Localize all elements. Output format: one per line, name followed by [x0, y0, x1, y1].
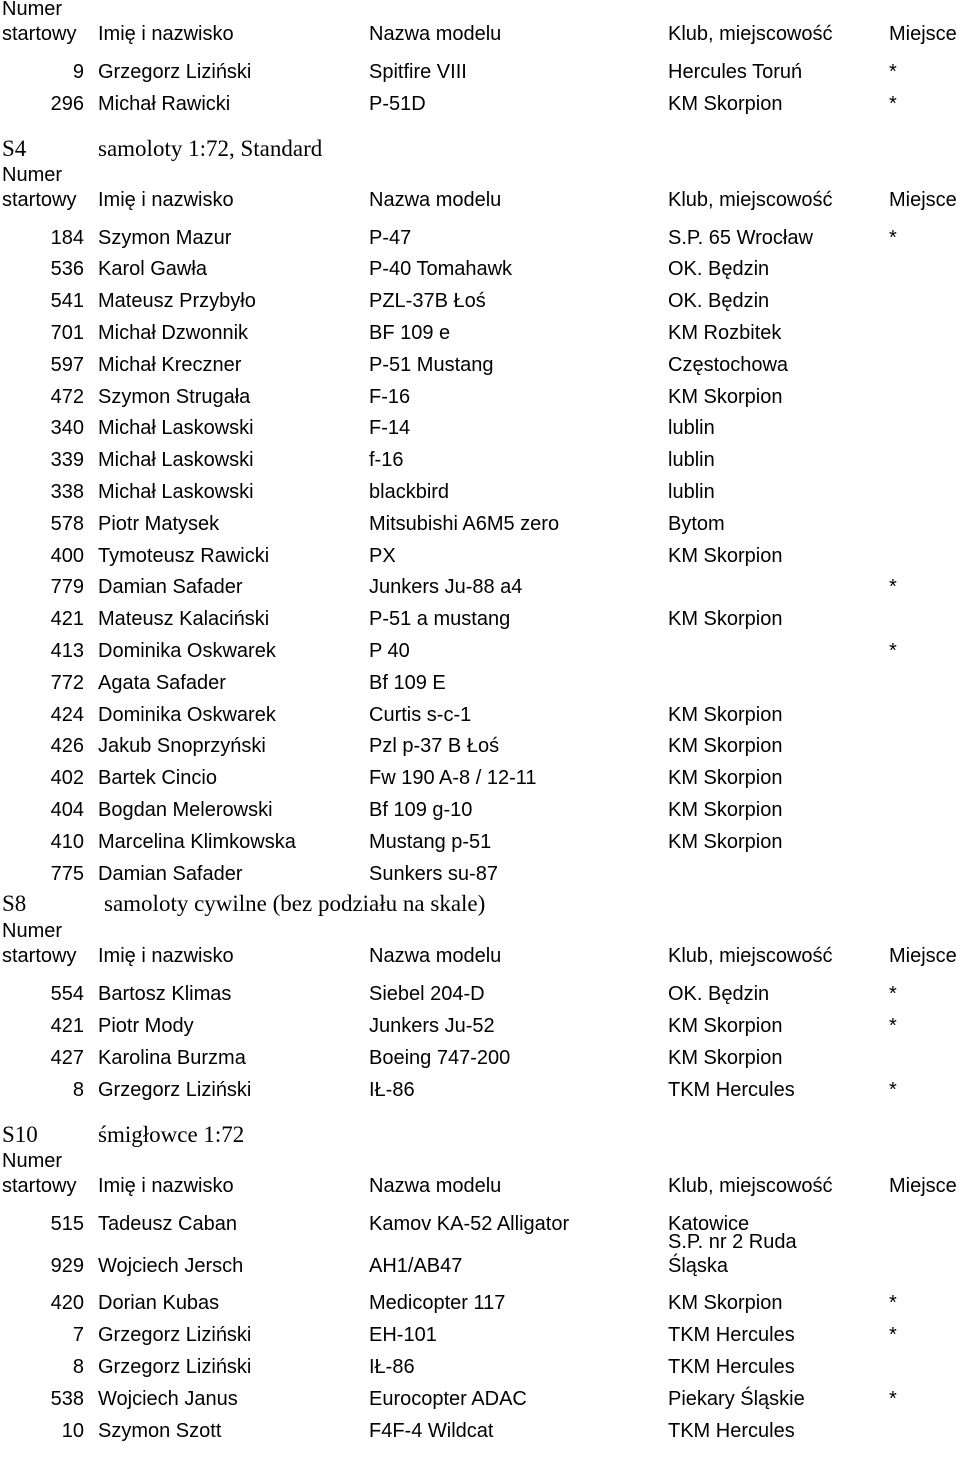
header-model: Nazwa modelu — [369, 23, 502, 45]
row-number: 340 — [50, 417, 84, 440]
row-club: TKM Hercules — [668, 1078, 795, 1101]
row-club: Częstochowa — [668, 353, 789, 376]
row-name: Wojciech Jersch — [98, 1255, 244, 1278]
row-number: 538 — [50, 1387, 84, 1410]
table-row — [0, 1042, 960, 1074]
row-name: Szymon Szott — [98, 1419, 222, 1442]
header-name: Imię i nazwisko — [98, 23, 234, 45]
table-row — [0, 222, 960, 254]
table-row — [0, 349, 960, 381]
table-row — [0, 1074, 960, 1106]
row-place: * — [889, 1015, 897, 1038]
row-number: 554 — [50, 983, 84, 1006]
row-name: Mateusz Przybyło — [98, 290, 256, 313]
table-row — [0, 253, 960, 285]
row-name: Michał Dzwonnik — [98, 321, 249, 344]
row-name: Dorian Kubas — [98, 1292, 220, 1315]
row-place: * — [889, 92, 897, 115]
row-club: KM Skorpion — [668, 767, 783, 790]
table-row — [0, 1231, 960, 1287]
header-number-line2: startowy — [2, 1174, 77, 1197]
section-s10-rows — [0, 1208, 960, 1447]
row-model: P-51 Mustang — [369, 353, 494, 376]
row-model: F-14 — [369, 417, 411, 440]
row-model: Bf 109 E — [369, 671, 446, 694]
row-number: 402 — [50, 767, 84, 790]
table-row — [0, 603, 960, 635]
row-model: Boeing 747-200 — [369, 1046, 511, 1069]
table-row — [0, 762, 960, 794]
header-name: Imię i nazwisko — [98, 1174, 234, 1197]
row-model: IŁ-86 — [369, 1078, 415, 1101]
row-name: Karol Gawła — [98, 258, 207, 281]
row-number: 426 — [50, 735, 84, 758]
section-heading-s4 — [0, 120, 960, 166]
row-name: Agata Safader — [98, 671, 226, 694]
row-model: Spitfire VIII — [369, 61, 467, 83]
table-row — [0, 1383, 960, 1415]
row-model: P 40 — [369, 639, 410, 662]
row-name: Wojciech Janus — [98, 1387, 238, 1410]
row-model: EH-101 — [369, 1324, 437, 1347]
header-place: Miejsce — [889, 1174, 957, 1197]
row-model: BF 109 e — [369, 321, 451, 344]
row-number: 8 — [72, 1355, 84, 1378]
row-number: 10 — [61, 1419, 84, 1442]
table-row — [0, 285, 960, 317]
row-model: PX — [369, 544, 396, 567]
row-name: Jakub Snoprzyński — [98, 735, 266, 758]
header-number-line2: startowy — [2, 188, 77, 211]
table-row — [0, 1351, 960, 1383]
row-club: lublin — [668, 417, 715, 440]
section-heading-s10 — [0, 1106, 960, 1152]
row-name: Dominika Oskwarek — [98, 639, 276, 662]
section-code: S8 — [2, 891, 27, 917]
row-name: Szymon Mazur — [98, 226, 232, 249]
row-model: Mustang p-51 — [369, 830, 492, 853]
table-header — [0, 1149, 960, 1208]
row-number: 421 — [50, 608, 84, 631]
row-name: Grzegorz Liziński — [98, 61, 252, 83]
row-club-line2: Śląska — [668, 1255, 729, 1278]
row-club: KM Skorpion — [668, 92, 783, 115]
row-club-line1: S.P. nr 2 Ruda — [668, 1231, 797, 1254]
row-club: Hercules Toruń — [668, 61, 803, 83]
table-row — [0, 635, 960, 667]
row-club: KM Skorpion — [668, 798, 783, 821]
header-model: Nazwa modelu — [369, 188, 502, 211]
row-place: * — [889, 1078, 897, 1101]
row-number: 772 — [50, 671, 84, 694]
row-number: 404 — [50, 798, 84, 821]
row-name: Grzegorz Liziński — [98, 1355, 252, 1378]
row-place: * — [889, 639, 897, 662]
header-place: Miejsce — [889, 23, 957, 45]
row-number: 413 — [50, 639, 84, 662]
table-row — [0, 730, 960, 762]
row-number: 929 — [50, 1255, 84, 1278]
row-club: lublin — [668, 480, 715, 503]
table-row — [0, 858, 960, 890]
row-name: Marcelina Klimkowska — [98, 830, 296, 853]
row-number: 9 — [72, 61, 84, 83]
row-club: lublin — [668, 449, 715, 472]
row-club: Katowice — [668, 1212, 750, 1235]
table-row — [0, 412, 960, 444]
row-model: Eurocopter ADAC — [369, 1387, 527, 1410]
section-title: śmigłowce 1:72 — [98, 1121, 245, 1147]
section-s8-rows — [0, 978, 960, 1105]
row-club: TKM Hercules — [668, 1419, 795, 1442]
header-place: Miejsce — [889, 945, 957, 968]
row-name: Grzegorz Liziński — [98, 1324, 252, 1347]
row-name: Damian Safader — [98, 576, 243, 599]
row-place: * — [889, 1324, 897, 1347]
table-row — [0, 1208, 960, 1240]
row-name: Michał Kreczner — [98, 353, 242, 376]
row-model: F4F-4 Wildcat — [369, 1419, 494, 1442]
table-row — [0, 826, 960, 858]
row-model: IŁ-86 — [369, 1355, 415, 1378]
table-header — [0, 163, 960, 222]
header-name: Imię i nazwisko — [98, 945, 234, 968]
row-name: Tadeusz Caban — [98, 1212, 237, 1235]
row-model: Kamov KA-52 Alligator — [369, 1212, 570, 1235]
header-number-line2: startowy — [2, 23, 77, 45]
table-row — [0, 88, 960, 120]
row-number: 775 — [50, 862, 84, 885]
row-number: 515 — [50, 1212, 84, 1235]
section-title: samoloty 1:72, Standard — [98, 135, 323, 161]
table-row — [0, 381, 960, 413]
row-model: Fw 190 A-8 / 12-11 — [369, 767, 537, 790]
header-number-line1: Numer — [2, 163, 63, 186]
row-number: 184 — [50, 226, 84, 249]
table-row — [0, 317, 960, 349]
row-number: 536 — [50, 258, 84, 281]
row-number: 7 — [72, 1324, 84, 1347]
row-name: Michał Laskowski — [98, 417, 254, 440]
row-name: Szymon Strugała — [98, 385, 251, 408]
row-model: Junkers Ju-52 — [369, 1015, 495, 1038]
row-number: 427 — [50, 1046, 84, 1069]
section-title: samoloty cywilne (bez podziału na skale) — [104, 891, 486, 917]
row-number: 779 — [50, 576, 84, 599]
row-number: 597 — [50, 353, 84, 376]
header-number-line1: Numer — [2, 0, 63, 20]
row-model: Bf 109 g-10 — [369, 798, 473, 821]
row-club: KM Skorpion — [668, 1046, 783, 1069]
row-number: 410 — [50, 830, 84, 853]
row-model: P-40 Tomahawk — [369, 258, 513, 281]
table-header — [0, 0, 960, 56]
row-name: Damian Safader — [98, 862, 243, 885]
table-row — [0, 667, 960, 699]
header-number-line1: Numer — [2, 1149, 63, 1172]
row-club: KM Skorpion — [668, 385, 783, 408]
table-row — [0, 1010, 960, 1042]
row-name: Piotr Matysek — [98, 512, 220, 535]
row-model: f-16 — [369, 449, 404, 472]
row-number: 296 — [50, 92, 84, 115]
row-name: Bartosz Klimas — [98, 983, 232, 1006]
row-model: P-47 — [369, 226, 412, 249]
row-number: 701 — [50, 321, 84, 344]
row-number: 400 — [50, 544, 84, 567]
table-row — [0, 1287, 960, 1319]
row-club: KM Skorpion — [668, 1015, 783, 1038]
row-number: 8 — [72, 1078, 84, 1101]
row-place: * — [889, 226, 897, 249]
row-club: KM Rozbitek — [668, 321, 782, 344]
row-name: Dominika Oskwarek — [98, 703, 276, 726]
header-model: Nazwa modelu — [369, 1174, 502, 1197]
header-club: Klub, miejscowość — [668, 945, 833, 968]
section-heading-s8 — [0, 889, 960, 922]
table-row — [0, 444, 960, 476]
row-model: Sunkers su-87 — [369, 862, 498, 885]
header-name: Imię i nazwisko — [98, 188, 234, 211]
row-name: Piotr Mody — [98, 1015, 194, 1038]
row-model: P-51 a mustang — [369, 608, 511, 631]
row-name: Michał Rawicki — [98, 92, 231, 115]
row-model: Mitsubishi A6M5 zero — [369, 512, 560, 535]
row-number: 472 — [50, 385, 84, 408]
row-model: F-16 — [369, 385, 411, 408]
header-number-line2: startowy — [2, 945, 77, 968]
row-model: Junkers Ju-88 a4 — [369, 576, 523, 599]
row-club: KM Skorpion — [668, 703, 783, 726]
row-name: Grzegorz Liziński — [98, 1078, 252, 1101]
row-number: 421 — [50, 1015, 84, 1038]
row-name: Karolina Burzma — [98, 1046, 246, 1069]
row-name: Michał Laskowski — [98, 449, 254, 472]
row-number: 338 — [50, 480, 84, 503]
row-club: KM Skorpion — [668, 1292, 783, 1315]
row-club: OK. Będzin — [668, 258, 770, 281]
row-place: * — [889, 576, 897, 599]
header-number-line1: Numer — [2, 920, 63, 943]
row-number: 339 — [50, 449, 84, 472]
table-row — [0, 794, 960, 826]
table-row — [0, 699, 960, 731]
row-place: * — [889, 1387, 897, 1410]
header-club: Klub, miejscowość — [668, 23, 833, 45]
row-number: 578 — [50, 512, 84, 535]
row-number: 424 — [50, 703, 84, 726]
row-name: Mateusz Kalaciński — [98, 608, 270, 631]
table-row — [0, 978, 960, 1010]
row-model: Medicopter 117 — [369, 1292, 506, 1315]
row-name: Michał Laskowski — [98, 480, 254, 503]
row-model: Pzl p-37 B Łoś — [369, 735, 500, 758]
row-club: TKM Hercules — [668, 1355, 795, 1378]
row-club: KM Skorpion — [668, 830, 783, 853]
section-code: S10 — [2, 1121, 38, 1147]
row-club: Piekary Śląskie — [668, 1387, 805, 1410]
table-row — [0, 1415, 960, 1447]
row-model: AH1/AB47 — [369, 1255, 463, 1278]
header-club: Klub, miejscowość — [668, 188, 833, 211]
row-model: Curtis s-c-1 — [369, 703, 472, 726]
row-number: 420 — [50, 1292, 84, 1315]
row-club: OK. Będzin — [668, 290, 770, 313]
table-row — [0, 56, 960, 88]
row-club: TKM Hercules — [668, 1324, 795, 1347]
section-code: S4 — [2, 135, 27, 161]
row-model: blackbird — [369, 480, 450, 503]
row-name: Bogdan Melerowski — [98, 798, 273, 821]
header-club: Klub, miejscowość — [668, 1174, 833, 1197]
row-place: * — [889, 983, 897, 1006]
row-name: Tymoteusz Rawicki — [98, 544, 270, 567]
row-club: KM Skorpion — [668, 608, 783, 631]
header-place: Miejsce — [889, 188, 957, 211]
row-number: 541 — [50, 290, 84, 313]
section-s4-rows — [0, 222, 960, 890]
row-club: S.P. 65 Wrocław — [668, 226, 813, 249]
row-club: Bytom — [668, 512, 725, 535]
row-model: PZL-37B Łoś — [369, 290, 486, 313]
row-model: P-51D — [369, 92, 426, 115]
table-row — [0, 540, 960, 572]
row-name: Bartek Cincio — [98, 767, 217, 790]
row-place: * — [889, 61, 897, 83]
row-club: OK. Będzin — [668, 983, 770, 1006]
table-row — [0, 1319, 960, 1351]
row-model: Siebel 204-D — [369, 983, 485, 1006]
table-row — [0, 476, 960, 508]
row-place: * — [889, 1292, 897, 1315]
row-club: KM Skorpion — [668, 544, 783, 567]
table-header — [0, 922, 960, 978]
row-club: KM Skorpion — [668, 735, 783, 758]
table-row — [0, 571, 960, 603]
header-model: Nazwa modelu — [369, 945, 502, 968]
table-row — [0, 508, 960, 540]
